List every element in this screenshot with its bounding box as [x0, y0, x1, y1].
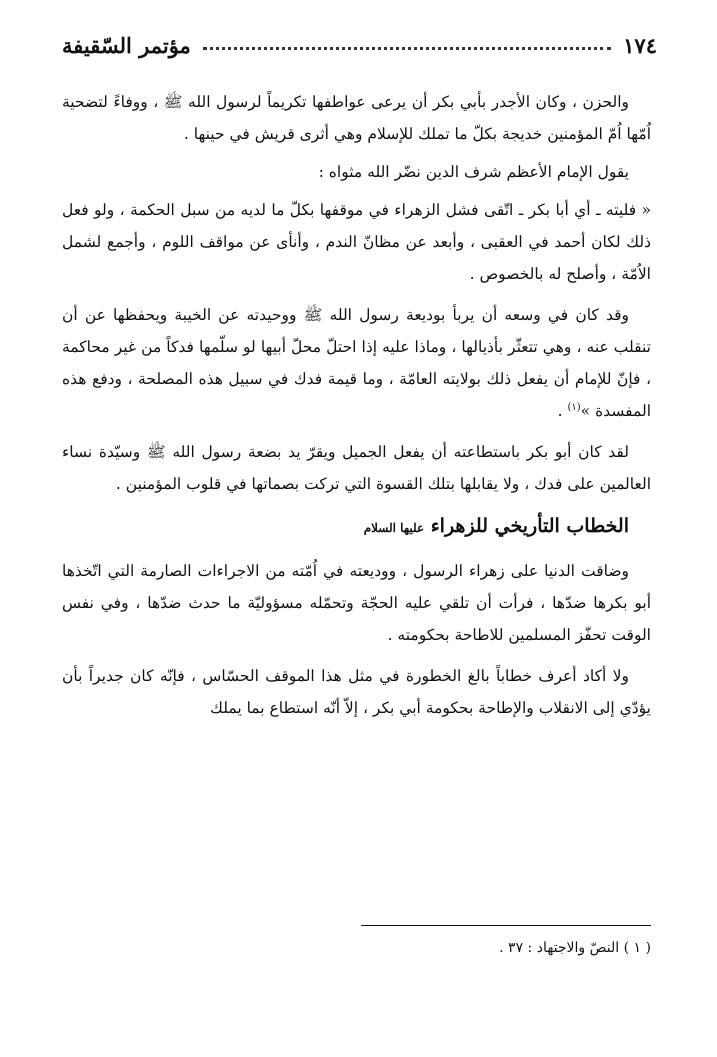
- honorific-mark: عليها السلام: [363, 521, 425, 535]
- quote-paragraph-1: « فليته ـ أي أبا بكر ـ اتّقى فشل الزهراء في موقفها بكلّ ما لديه من سبل الحكمة ، ولو فعل ذلك لكان أحمد في العقبى ، وأبعد عن مظانّ الندم ، وأنأى عن مواقف اللوم ، وأجمع لشمل الاُمّة ، وأصلح له بالخصوص .: [62, 201, 651, 283]
- main-text: [62, 86, 651, 733]
- paragraph-5: لقد كان أبو بكر باستطاعته أن يفعل الجميل ويقرّ يد بضعة رسول الله ﷺ وسيّدة نساء العالمين على فدك ، ولا يقابلها بتلك القسوة التي تركت بصماتها في قلوب المؤمنين .: [62, 443, 651, 493]
- paragraph-1: والحزن ، وكان الأجدر بأبي بكر أن يرعى عواطفها تكريماً لرسول الله ﷺ ، ووفاءً لتضحية اُمّها اُمّ المؤمنين خديجة بكلّ ما تملك للإسلام وهي أثرى قريش في حينها .: [62, 93, 651, 143]
- section-heading-text: الخطاب التأريخي للزهراء: [430, 515, 629, 537]
- footnote-separator: [361, 925, 651, 926]
- footnote: [251, 936, 651, 960]
- section-heading: [62, 509, 629, 545]
- paragraph-2: يقول الإمام الأعظم شرف الدين نضّر الله مثواه :: [318, 163, 629, 181]
- quote-paragraph-2: وقد كان في وسعه أن يربأ بوديعة رسول الله ﷺ ووحيدته عن الخيبة ويحفظها عن أن تنقلب عنه ، وهي تتعثّر بأذيالها ، وماذا عليه إذا احتلّ محلّ أبيها لو سلّمها فدكاً من غير محاكمة ، فإنّ للإمام أن يفعل ذلك بولايته العامّة ، وما قيمة فدك في سبيل هذه المصلحة ، ودفع هذه المفسدة »$^{(١)}$ .: [62, 306, 651, 420]
- paragraph-6: وضاقت الدنيا على زهراء الرسول ، ووديعته في اُمّته من الاجراءات الصارمة التي اتّخذها أبو بكرها ضدّها ، فرأت أن تلقي عليه الحجّة وتحمّله مسؤوليّة ما حدث ضدّها ، وفي نفس الوقت تحفّز المسلمين للاطاحة بحكومته .: [62, 562, 651, 644]
- running-head: [62, 28, 657, 62]
- dot-leader: [203, 47, 611, 50]
- book-title: مؤتمر السّقيفة: [62, 32, 191, 58]
- paragraph-7: ولا أكاد أعرف خطاباً بالغ الخطورة في مثل هذا الموقف الحسّاس ، فإنّه كان جديراً بأن يؤدّي إلى الانقلاب والإطاحة بحكومة أبي بكر ، إلاّ أنّه استطاع بما يملك: [62, 667, 651, 717]
- page-number: ١٧٤: [623, 32, 657, 58]
- quote-paragraph-2-text: وقد كان في وسعه أن يربأ بوديعة رسول الله ﷺ ووحيدته عن الخيبة ويحفظها عن أن تنقلب عنه ، وهي تتعثّر بأذيالها ، وماذا عليه إذا احتلّ محلّ أبيها لو سلّمها فدكاً من غير محاكمة ، فإنّ للإمام أن يفعل ذلك بولايته العامّة ، وما قيمة فدك في سبيل هذه المصلحة ، ودفع هذه المفسدة »: [62, 306, 651, 420]
- footnote-text: النصّ والاجتهاد : ٣٧ .: [499, 940, 620, 956]
- footnote-number: ( ١ ): [623, 940, 651, 956]
- footnote-reference: (١): [567, 401, 581, 413]
